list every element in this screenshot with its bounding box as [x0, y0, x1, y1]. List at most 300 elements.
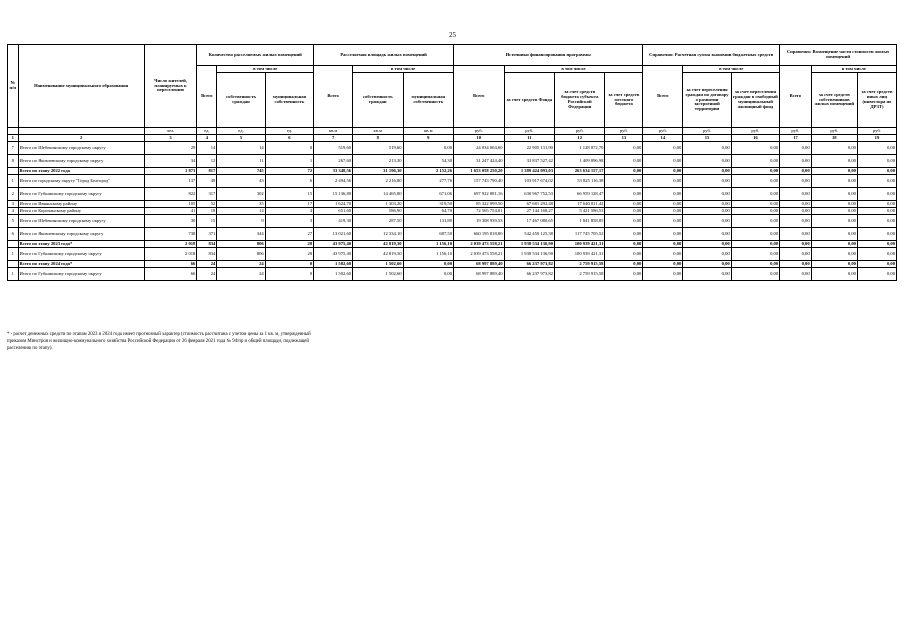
- table-cell: 5 421 586,53: [554, 208, 604, 215]
- table-cell: 0,00: [811, 188, 857, 201]
- table-cell: 18: [197, 208, 217, 215]
- table-cell: 15: [265, 188, 313, 201]
- table-cell: 371: [197, 228, 217, 241]
- column-numbers-row: [8, 135, 897, 142]
- table-cell: 14: [217, 208, 265, 215]
- table-cell: 1 502,60: [353, 261, 403, 268]
- table-cell: 0,00: [605, 261, 643, 268]
- table-cell: 0,00: [605, 175, 643, 188]
- table-cell: 267,60: [314, 155, 353, 168]
- table-cell: 0,00: [780, 261, 812, 268]
- table-cell: 2 216,80: [353, 175, 403, 188]
- table-cell: 0,00: [780, 208, 812, 215]
- table-cell: 52: [197, 201, 217, 208]
- table-cell: 1 303,20: [353, 201, 403, 208]
- table-cell: руб.: [683, 128, 731, 135]
- table-cell: 2 018: [144, 248, 197, 261]
- table-cell: 68 997 889,40: [454, 268, 504, 281]
- table-cell: 2 759 915,58: [554, 261, 604, 268]
- group-economy-header: Справочно: Расчетная сумма экономии бюджетных средств: [643, 45, 780, 66]
- table-cell: 0,00: [605, 268, 643, 281]
- table-cell: 697 922 881,16: [454, 188, 504, 201]
- table-cell: 105: [144, 201, 197, 208]
- table-cell: 2: [18, 135, 144, 142]
- table-cell: 0,00: [683, 261, 731, 268]
- table-cell: 0,00: [683, 268, 731, 281]
- table-cell: 0,00: [811, 208, 857, 215]
- table-cell: 2 039 473 558,21: [454, 241, 504, 248]
- table-cell: 822: [144, 188, 197, 201]
- table-cell: Итого по Ивнянскому району: [18, 201, 144, 208]
- table-cell: 1 389 424 093,03: [504, 168, 554, 175]
- table-cell: 2 152,26: [403, 168, 453, 175]
- table-cell: 0,00: [683, 215, 731, 228]
- table-cell: 24: [217, 268, 265, 281]
- table-cell: Итого по Губкинскому городскому округу: [18, 248, 144, 261]
- table-cell: 738: [144, 228, 197, 241]
- table-cell: 0,00: [731, 142, 779, 155]
- table-cell: 277,76: [403, 175, 453, 188]
- table-cell: 0,00: [731, 241, 779, 248]
- table-cell: 100 939 421,31: [554, 241, 604, 248]
- rooms-total-header: Всего: [197, 66, 217, 128]
- table-cell: 0,00: [731, 188, 779, 201]
- table-cell: 43: [217, 175, 265, 188]
- rooms-municipal-header: муниципальная собственность: [265, 73, 313, 128]
- table-cell: 0,00: [857, 248, 896, 261]
- table-cell: 0,00: [857, 175, 896, 188]
- table-cell: 302: [217, 188, 265, 201]
- area-municipal-header: муниципальная собственность: [403, 73, 453, 128]
- table-row: [8, 155, 897, 168]
- table-cell: 317: [197, 188, 217, 201]
- col-no-header: № п/п: [8, 45, 19, 128]
- table-cell: руб.: [731, 128, 779, 135]
- comp-incl-header: в том числе: [811, 66, 896, 73]
- table-cell: 54,30: [403, 155, 453, 168]
- table-cell: 687,50: [403, 228, 453, 241]
- table-cell: 0,00: [780, 268, 812, 281]
- table-row: [8, 175, 897, 188]
- table-cell: 671,06: [403, 188, 453, 201]
- table-cell: 3: [144, 135, 197, 142]
- table-cell: Всего по этапу 2023 года*: [18, 241, 144, 248]
- group-rooms-header: Количество расселяемых жилых помещений: [197, 45, 314, 66]
- table-cell: 1 128 872,70: [554, 142, 604, 155]
- table-cell: 0: [265, 261, 313, 268]
- table-cell: 0,00: [811, 142, 857, 155]
- table-cell: 0,00: [731, 175, 779, 188]
- table-cell: руб.: [780, 128, 812, 135]
- stage-total-row: [8, 241, 897, 248]
- table-cell: 117 745 705,52: [554, 228, 604, 241]
- table-cell: 344: [217, 228, 265, 241]
- comp-total-header: Всего: [780, 66, 812, 128]
- table-cell: 15: [683, 135, 731, 142]
- table-cell: 0,00: [780, 215, 812, 228]
- table-cell: 0,00: [683, 208, 731, 215]
- table-cell: 0,00: [811, 228, 857, 241]
- table-cell: 806: [217, 241, 265, 248]
- table-cell: 0,00: [643, 201, 683, 208]
- table-cell: 66 959 128,47: [554, 188, 604, 201]
- table-cell: 287,50: [353, 215, 403, 228]
- table-cell: 0,00: [643, 142, 683, 155]
- table-cell: ед.: [197, 128, 217, 135]
- area-total-header: Всего: [314, 66, 353, 128]
- table-cell: 0,00: [683, 155, 731, 168]
- table-cell: 14: [217, 142, 265, 155]
- table-cell: 3: [8, 201, 19, 208]
- table-cell: 72 565 754,81: [454, 208, 504, 215]
- table-cell: Итого по Губкинскому городскому округу: [18, 268, 144, 281]
- table-cell: 24: [197, 261, 217, 268]
- table-cell: 1: [265, 155, 313, 168]
- table-row: [8, 228, 897, 241]
- stage-total-row: [8, 168, 897, 175]
- table-cell: 19: [857, 135, 896, 142]
- table-cell: 19 308 939,53: [454, 215, 504, 228]
- table-cell: 1 938 534 136,90: [504, 248, 554, 261]
- table-cell: 0,00: [857, 228, 896, 241]
- table-cell: 1 653 058 250,20: [454, 168, 504, 175]
- table-row: [8, 208, 897, 215]
- table-cell: 1 502,60: [314, 261, 353, 268]
- table-cell: 15 136,80: [314, 188, 353, 201]
- table-cell: 0,00: [857, 188, 896, 201]
- table-cell: 0,00: [811, 201, 857, 208]
- table-row: [8, 248, 897, 261]
- table-cell: 1 156,10: [403, 241, 453, 248]
- table-cell: 9: [403, 135, 453, 142]
- table-cell: 0,00: [811, 248, 857, 261]
- table-cell: 0,00: [780, 248, 812, 261]
- table-cell: 519,60: [314, 142, 353, 155]
- table-cell: Итого по городскому округу "Город Белгород": [18, 175, 144, 188]
- table-cell: руб.: [811, 128, 857, 135]
- table-cell: 0,00: [780, 175, 812, 188]
- table-cell: 0,00: [403, 261, 453, 268]
- table-cell: 0,00: [780, 142, 812, 155]
- table-cell: 103 917 674,02: [504, 175, 554, 188]
- table-cell: 0,00: [643, 228, 683, 241]
- table-cell: 1 156,10: [403, 248, 453, 261]
- table-cell: 12: [554, 135, 604, 142]
- table-cell: 24 034 004,60: [454, 142, 504, 155]
- table-cell: [8, 168, 19, 175]
- fin-total-header: Всего: [454, 66, 504, 128]
- table-cell: 28: [265, 248, 313, 261]
- comp-owners-header: за счет средств собственников жилых помещений: [811, 73, 857, 128]
- table-cell: 24: [217, 261, 265, 268]
- table-cell: 0,00: [605, 208, 643, 215]
- table-cell: 0,00: [780, 168, 812, 175]
- table-cell: 1 938 534 136,90: [504, 241, 554, 248]
- table-cell: 0,00: [605, 248, 643, 261]
- table-cell: 1: [8, 268, 19, 281]
- econ-free-header: за счет переселения граждан в свободный муниципальный жилищный фонд: [731, 73, 779, 128]
- table-cell: 0,00: [811, 261, 857, 268]
- table-cell: 17 467 080,65: [504, 215, 554, 228]
- table-cell: 0,00: [811, 155, 857, 168]
- table-cell: 4: [197, 135, 217, 142]
- table-cell: 3: [265, 215, 313, 228]
- table-cell: 13 021,60: [314, 228, 353, 241]
- table-cell: 263 634 157,17: [554, 168, 604, 175]
- footnote-line: расселению по этапу).: [7, 346, 53, 352]
- table-cell: 0,00: [683, 201, 731, 208]
- table-cell: Итого по Корочанскому району: [18, 208, 144, 215]
- table-cell: 16: [731, 135, 779, 142]
- fin-local-header: за счет средств местного бюджета: [605, 73, 643, 128]
- table-cell: 0,00: [857, 155, 896, 168]
- table-cell: 29: [144, 142, 197, 155]
- table-cell: 10: [454, 135, 504, 142]
- table-row: [8, 215, 897, 228]
- table-cell: 0,00: [811, 168, 857, 175]
- econ-incl-header: в том числе: [683, 66, 780, 73]
- table-cell: 5: [217, 135, 265, 142]
- table-cell: руб.: [643, 128, 683, 135]
- table-cell: 27 144 168,27: [504, 208, 554, 215]
- table-cell: 27: [265, 228, 313, 241]
- table-cell: 18: [811, 135, 857, 142]
- table-cell: 28: [265, 241, 313, 248]
- table-cell: кв.м: [403, 128, 453, 135]
- table-cell: ед.: [217, 128, 265, 135]
- table-cell: 66 237 973,82: [504, 261, 554, 268]
- table-row: [8, 188, 897, 201]
- table-cell: 100 939 421,31: [554, 248, 604, 261]
- table-cell: 43 975,40: [314, 248, 353, 261]
- table-cell: 0,00: [857, 261, 896, 268]
- table-cell: 2 494,56: [314, 175, 353, 188]
- table-cell: 12 334,10: [353, 228, 403, 241]
- table-cell: 630 967 752,53: [504, 188, 554, 201]
- table-cell: 0,00: [857, 142, 896, 155]
- table-cell: Всего по этапу 2024 года*: [18, 261, 144, 268]
- table-cell: [8, 128, 19, 135]
- table-cell: 0,00: [731, 208, 779, 215]
- table-cell: 0,00: [605, 168, 643, 175]
- table-cell: 4: [8, 208, 19, 215]
- table-cell: 15: [197, 215, 217, 228]
- table-cell: 14: [197, 142, 217, 155]
- table-cell: 0,00: [731, 268, 779, 281]
- table-cell: Итого по Шебекинскому городскому округу: [18, 142, 144, 155]
- table-cell: 651,60: [314, 208, 353, 215]
- table-cell: 1 502,60: [353, 268, 403, 281]
- table-cell: 6: [8, 228, 19, 241]
- table-cell: 157 743 790,40: [454, 175, 504, 188]
- table-cell: 0,00: [605, 188, 643, 201]
- table-cell: 0,00: [403, 142, 453, 155]
- table-cell: 66: [144, 268, 197, 281]
- table-cell: 213,30: [353, 155, 403, 168]
- table-cell: 8: [353, 135, 403, 142]
- table-cell: 31 247 424,40: [454, 155, 504, 168]
- table-cell: 66: [144, 261, 197, 268]
- table-cell: 17: [780, 135, 812, 142]
- table-cell: Всего по этапу 2022 года: [18, 168, 144, 175]
- table-cell: 68 997 889,40: [454, 261, 504, 268]
- col-municipality-header: Наименование муниципального образования: [18, 45, 144, 128]
- table-cell: 0,00: [780, 188, 812, 201]
- table-cell: кв.м: [314, 128, 353, 135]
- group-financing-header: Источники финансирования программы: [454, 45, 643, 66]
- table-cell: 0,00: [643, 268, 683, 281]
- resettlement-table: [7, 44, 897, 281]
- table-cell: 0,00: [643, 188, 683, 201]
- fin-subject-header: за счет средств бюджета субъекта Российской Федерации: [554, 73, 604, 128]
- stage-total-row: [8, 261, 897, 268]
- table-cell: 49: [197, 175, 217, 188]
- table-cell: 0,00: [683, 168, 731, 175]
- col-residents-header: Число жителей, планируемых к переселению: [144, 45, 197, 128]
- table-cell: Итого по Губкинскому городскому округу: [18, 188, 144, 201]
- table-cell: 1 873: [144, 168, 197, 175]
- rooms-citizens-header: собственность граждан: [217, 73, 265, 128]
- table-cell: 0,00: [731, 201, 779, 208]
- table-cell: 817: [197, 168, 217, 175]
- table-cell: 0,00: [643, 261, 683, 268]
- table-cell: 0,00: [683, 248, 731, 261]
- table-cell: 0,00: [643, 175, 683, 188]
- table-cell: 0,00: [731, 155, 779, 168]
- table-cell: 745: [217, 168, 265, 175]
- table-cell: 35: [217, 201, 265, 208]
- table-cell: 9: [217, 215, 265, 228]
- table-cell: 2: [8, 188, 19, 201]
- table-cell: 8: [8, 155, 19, 168]
- table-cell: 34: [144, 155, 197, 168]
- table-cell: 0,00: [643, 248, 683, 261]
- table-cell: 31 196,30: [353, 168, 403, 175]
- table-cell: руб.: [504, 128, 554, 135]
- table-cell: 0,00: [731, 248, 779, 261]
- table-cell: 64,70: [403, 208, 453, 215]
- table-cell: 0,00: [780, 228, 812, 241]
- table-cell: 11: [504, 135, 554, 142]
- table-cell: 1: [8, 135, 19, 142]
- table-cell: 17: [265, 201, 313, 208]
- table-cell: 2 018: [144, 241, 197, 248]
- table-cell: 0,00: [683, 241, 731, 248]
- table-cell: 53 825 116,38: [554, 175, 604, 188]
- table-cell: [8, 261, 19, 268]
- table-cell: 0,00: [605, 142, 643, 155]
- table-cell: 17 640 811,42: [554, 201, 604, 208]
- table-cell: 0,00: [643, 155, 683, 168]
- table-cell: 1 409 896,98: [554, 155, 604, 168]
- table-row: [8, 142, 897, 155]
- table-cell: 2 039 473 558,21: [454, 248, 504, 261]
- table-cell: 0,00: [780, 201, 812, 208]
- fin-fund-header: за счет средств Фонда: [504, 73, 554, 128]
- table-cell: 0,00: [643, 215, 683, 228]
- table-cell: 1 502,60: [314, 268, 353, 281]
- table-cell: 0,00: [857, 208, 896, 215]
- table-cell: 13: [605, 135, 643, 142]
- table-cell: 0,00: [857, 201, 896, 208]
- table-cell: 0,00: [857, 241, 896, 248]
- table-cell: 660 195 818,80: [454, 228, 504, 241]
- table-cell: 542 450 125,38: [504, 228, 554, 241]
- table-cell: 1 624,70: [314, 201, 353, 208]
- table-body: [8, 128, 897, 281]
- table-cell: руб.: [857, 128, 896, 135]
- table-cell: чел.: [144, 128, 197, 135]
- table-cell: 7: [8, 142, 19, 155]
- table-cell: 0: [265, 268, 313, 281]
- table-cell: 586,90: [353, 208, 403, 215]
- page-number: 25: [449, 31, 456, 39]
- footnote-line: приказом Минстроя и жилищно-коммунального хозяйства Российской Федерации от 26 февраля 2021 года № 94/пр и общей площади, подлежащей: [7, 339, 309, 345]
- table-row: [8, 268, 897, 281]
- table-cell: 33 837 527,42: [504, 155, 554, 168]
- table-cell: 1: [8, 248, 19, 261]
- table-cell: руб.: [554, 128, 604, 135]
- econ-contract-header: за счет переселения граждан по договору о развитии застроенной территории: [683, 73, 731, 128]
- table-cell: 66 237 973,82: [504, 268, 554, 281]
- table-cell: 0: [265, 142, 313, 155]
- table-cell: руб.: [605, 128, 643, 135]
- table-cell: 6: [265, 175, 313, 188]
- table-cell: 0,00: [643, 208, 683, 215]
- table-cell: кв.м: [353, 128, 403, 135]
- table-cell: 0,00: [403, 268, 453, 281]
- table-cell: ед.: [265, 128, 313, 135]
- table-cell: 0,00: [683, 188, 731, 201]
- table-cell: 43 975,40: [314, 241, 353, 248]
- table-cell: 806: [217, 248, 265, 261]
- table-cell: 12: [197, 155, 217, 168]
- table-cell: 0,00: [780, 241, 812, 248]
- econ-total-header: Всего: [643, 66, 683, 128]
- table-cell: 42 819,30: [353, 241, 403, 248]
- table-cell: 14 465,80: [353, 188, 403, 201]
- table-cell: 0,00: [605, 228, 643, 241]
- group-area-header: Расселяемая площадь жилых помещений: [314, 45, 454, 66]
- table-cell: 41: [144, 208, 197, 215]
- table-cell: 67 681 292,48: [504, 201, 554, 208]
- table-cell: 0,00: [683, 142, 731, 155]
- table-cell: 24: [197, 268, 217, 281]
- table-cell: 0,00: [857, 168, 896, 175]
- table-cell: 22 905 131,90: [504, 142, 554, 155]
- table-cell: 0,00: [605, 155, 643, 168]
- table-cell: 0,00: [731, 215, 779, 228]
- table-cell: 33 348,56: [314, 168, 353, 175]
- table-cell: 834: [197, 241, 217, 248]
- table-cell: 419,30: [314, 215, 353, 228]
- group-compensation-header: Справочно: Возмещение части стоимости жилых помещений: [780, 45, 897, 66]
- table-cell: 4: [265, 208, 313, 215]
- table-cell: 14: [643, 135, 683, 142]
- table-cell: 1 841 858,85: [554, 215, 604, 228]
- table-cell: 0,00: [811, 241, 857, 248]
- table-cell: 0,00: [811, 268, 857, 281]
- table-cell: 0,00: [683, 175, 731, 188]
- footnote: [7, 331, 477, 353]
- table-cell: 2 759 915,58: [554, 268, 604, 281]
- table-cell: Итого по Шебекинскому городскому округу: [18, 215, 144, 228]
- table-cell: 137: [144, 175, 197, 188]
- table-cell: 0,00: [780, 155, 812, 168]
- rooms-incl-header: в том числе: [217, 66, 314, 73]
- area-incl-header: в том числе: [353, 66, 454, 73]
- table-cell: 0,00: [731, 228, 779, 241]
